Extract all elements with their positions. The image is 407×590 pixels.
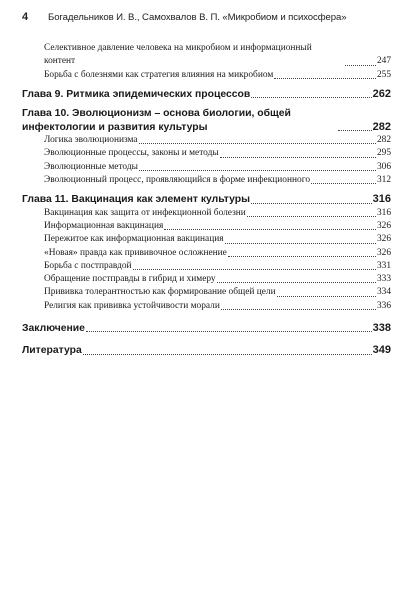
- chapter-title: Литература: [22, 345, 82, 357]
- dot-leader: [139, 170, 376, 171]
- toc-entry-page: 282: [376, 135, 391, 146]
- toc-entry-label: Обращение постправды в гибрид и химеру: [44, 274, 216, 285]
- dot-leader: [338, 130, 372, 131]
- toc-entry-page: 326: [376, 234, 391, 245]
- toc-literature[interactable]: [22, 344, 391, 357]
- toc-entry-page: 326: [376, 247, 391, 258]
- dot-leader: [345, 65, 376, 66]
- toc-entry-label: Эволюционные методы: [44, 161, 138, 172]
- chapter-page: 316: [372, 193, 391, 206]
- running-title: Богадельников И. В., Самохвалов В. П. «Микробиом и психосфера»: [48, 12, 347, 23]
- toc-entry-page: 334: [376, 287, 391, 298]
- table-of-contents: [22, 42, 391, 358]
- toc-entry-page: 295: [376, 148, 391, 159]
- toc-entry-label: Эволюционный процесс, проявляющийся в форме инфекционного: [44, 175, 311, 185]
- dot-leader: [86, 331, 372, 332]
- toc-entry-page: 326: [376, 221, 391, 231]
- chapter-page: 282: [372, 120, 391, 133]
- toc-entry-label: Эволюционные процессы, законы и методы: [44, 148, 219, 159]
- dot-leader: [228, 256, 376, 257]
- toc-entry-page: 255: [376, 69, 391, 80]
- toc-entry-page: 316: [376, 207, 391, 218]
- page-number: 4: [22, 11, 29, 23]
- chapter-title: Глава 9. Ритмика эпидемических процессов: [22, 88, 251, 100]
- toc-entry-label: Логика эволюционизма: [44, 135, 138, 146]
- toc-entry-label: Прививка толерантностью как формирование общей цели: [44, 287, 276, 298]
- toc-entry[interactable]: [22, 273, 391, 286]
- chapter-title: Глава 11. Вакцинация как элемент культуры: [22, 194, 250, 206]
- dot-leader: [247, 216, 376, 217]
- dot-leader: [139, 143, 376, 144]
- toc-entry-page: 312: [376, 175, 391, 185]
- toc-entry[interactable]: [22, 220, 391, 233]
- toc-entry[interactable]: [22, 207, 391, 220]
- dot-leader: [251, 97, 371, 98]
- toc-entry[interactable]: [22, 174, 391, 187]
- toc-entry[interactable]: [22, 134, 391, 147]
- toc-entry-label: Борьба с постправдой: [44, 260, 132, 271]
- toc-entry-label: Селективное давление человека на микробиом и информационный контент: [44, 43, 312, 67]
- toc-entry-label: Религия как прививка устойчивости морали: [44, 300, 220, 311]
- toc-entry-page: 336: [376, 300, 391, 311]
- toc-entry[interactable]: [22, 233, 391, 246]
- toc-chapter-9[interactable]: [22, 88, 391, 101]
- dot-leader: [251, 203, 372, 204]
- toc-entry[interactable]: [22, 286, 391, 299]
- toc-entry[interactable]: [22, 247, 391, 260]
- chapter-page: 338: [372, 322, 391, 335]
- dot-leader: [311, 183, 376, 184]
- toc-entry-page: 247: [376, 56, 391, 67]
- dot-leader: [274, 78, 376, 79]
- dot-leader: [220, 157, 376, 158]
- toc-entry[interactable]: [22, 260, 391, 273]
- dot-leader: [225, 243, 376, 244]
- toc-entry[interactable]: [22, 69, 391, 82]
- dot-leader: [133, 269, 376, 270]
- toc-entry-page: 306: [376, 161, 391, 172]
- toc-entry[interactable]: [22, 42, 391, 69]
- toc-entry[interactable]: [22, 161, 391, 174]
- chapter-title: Глава 10. Эволюционизм – основа биологии, общей инфектологии и развития культуры: [22, 108, 291, 133]
- toc-entry-page: 331: [376, 260, 391, 271]
- dot-leader: [221, 309, 376, 310]
- toc-entry[interactable]: [22, 147, 391, 160]
- chapter-title: Заключение: [22, 323, 85, 335]
- toc-entry-label: Информационная вакцинация: [44, 221, 164, 231]
- toc-entry-label: Вакцинация как защита от инфекционной болезни: [44, 207, 246, 218]
- chapter-page: 349: [372, 344, 391, 357]
- dot-leader: [83, 354, 372, 355]
- toc-entry[interactable]: [22, 300, 391, 313]
- toc-entry-label: Борьба с болезнями как стратегия влияния на микробиом: [44, 69, 274, 80]
- page-header: [22, 11, 387, 23]
- toc-chapter-10[interactable]: [22, 107, 391, 134]
- toc-chapter-11[interactable]: [22, 193, 391, 206]
- dot-leader: [277, 296, 376, 297]
- chapter-page: 262: [372, 87, 391, 100]
- dot-leader: [164, 229, 376, 230]
- toc-entry-label: Пережитое как информационная вакцинация: [44, 234, 224, 245]
- toc-entry-page: 333: [376, 274, 391, 285]
- toc-entry-label: «Новая» правда как прививочное осложнение: [44, 247, 227, 258]
- toc-conclusion[interactable]: [22, 322, 391, 335]
- dot-leader: [217, 282, 376, 283]
